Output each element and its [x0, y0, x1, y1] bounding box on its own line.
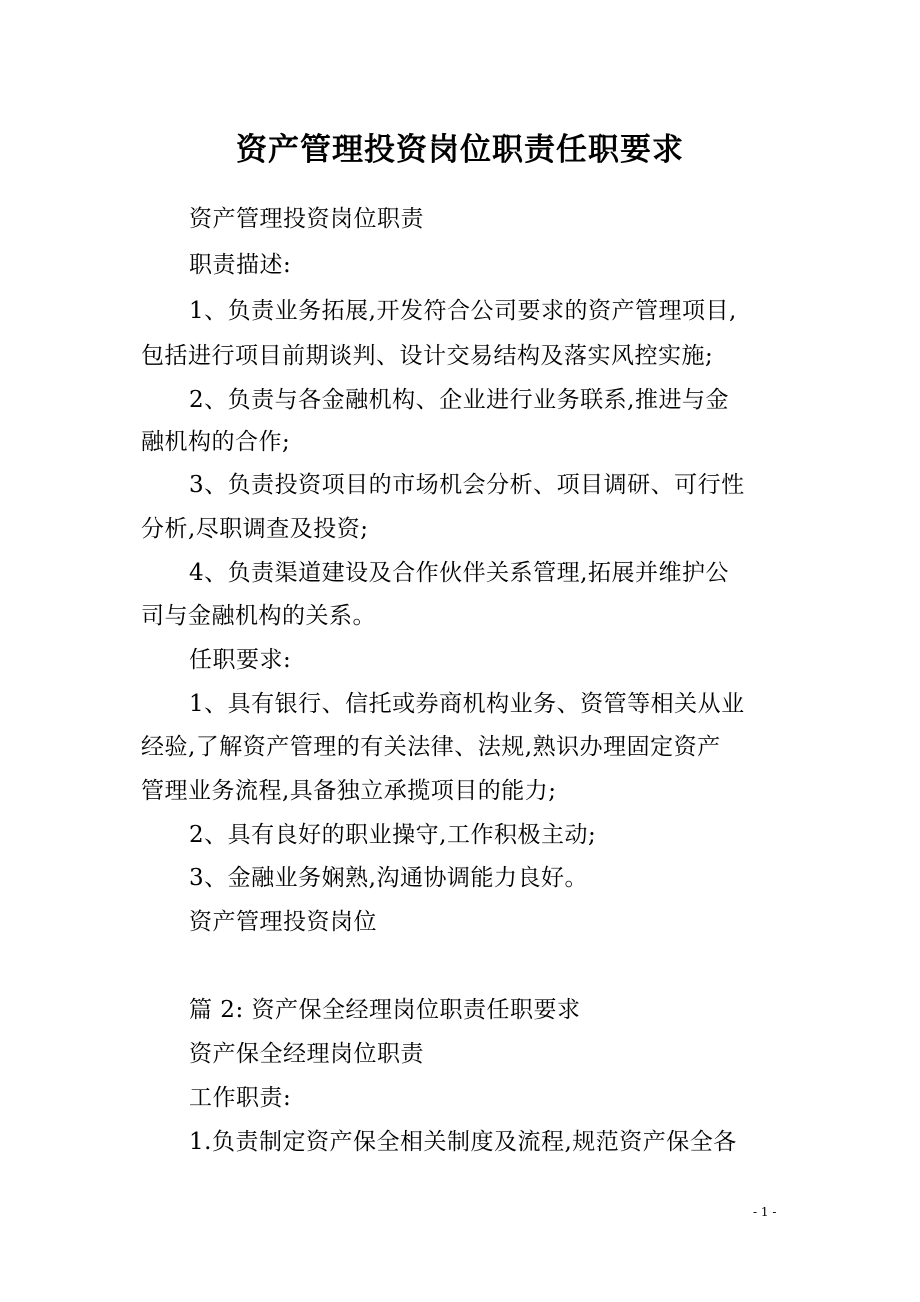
paragraph-line: 2、负责与各金融机构、企业进行业务联系,推进与金 — [189, 387, 729, 413]
paragraph-line: 3、金融业务娴熟,沟通协调能力良好。 — [189, 865, 588, 891]
paragraph-line: 1.负责制定资产保全相关制度及流程,规范资产保全各 — [189, 1129, 737, 1155]
paragraph-line: 2、具有良好的职业操守,工作积极主动; — [189, 822, 597, 848]
subheading-requirements: 任职要求: — [189, 647, 292, 673]
paragraph-line: 融机构的合作; — [141, 429, 291, 455]
paragraph-line: 经验,了解资产管理的有关法律、法规,熟识办理固定资产 — [141, 734, 721, 760]
paragraph-line: 1、具有银行、信托或券商机构业务、资管等相关从业 — [189, 691, 745, 717]
paragraph-line: 资产保全经理岗位职责 — [189, 1041, 424, 1067]
paragraph-line: 资产管理投资岗位 — [189, 909, 377, 935]
section-heading: 资产管理投资岗位职责 — [189, 206, 424, 232]
subheading-duties: 职责描述: — [189, 252, 292, 278]
paragraph-line: 司与金融机构的关系。 — [141, 603, 376, 629]
document-title: 资产管理投资岗位职责任职要求 — [236, 132, 684, 168]
paragraph-line: 1、负责业务拓展,开发符合公司要求的资产管理项目, — [189, 298, 737, 324]
paragraph-line: 分析,尽职调查及投资; — [141, 516, 369, 542]
section-heading: 篇 2: 资产保全经理岗位职责任职要求 — [189, 997, 581, 1023]
paragraph-line: 包括进行项目前期谈判、设计交易结构及落实风控实施; — [141, 343, 714, 369]
paragraph-line: 管理业务流程,具备独立承揽项目的能力; — [141, 778, 557, 804]
subheading-work-duties: 工作职责: — [189, 1085, 292, 1111]
paragraph-line: 4、负责渠道建设及合作伙伴关系管理,拓展并维护公 — [189, 560, 729, 586]
page-number: - 1 - — [753, 1205, 777, 1219]
paragraph-line: 3、负责投资项目的市场机会分析、项目调研、可行性 — [189, 472, 745, 498]
